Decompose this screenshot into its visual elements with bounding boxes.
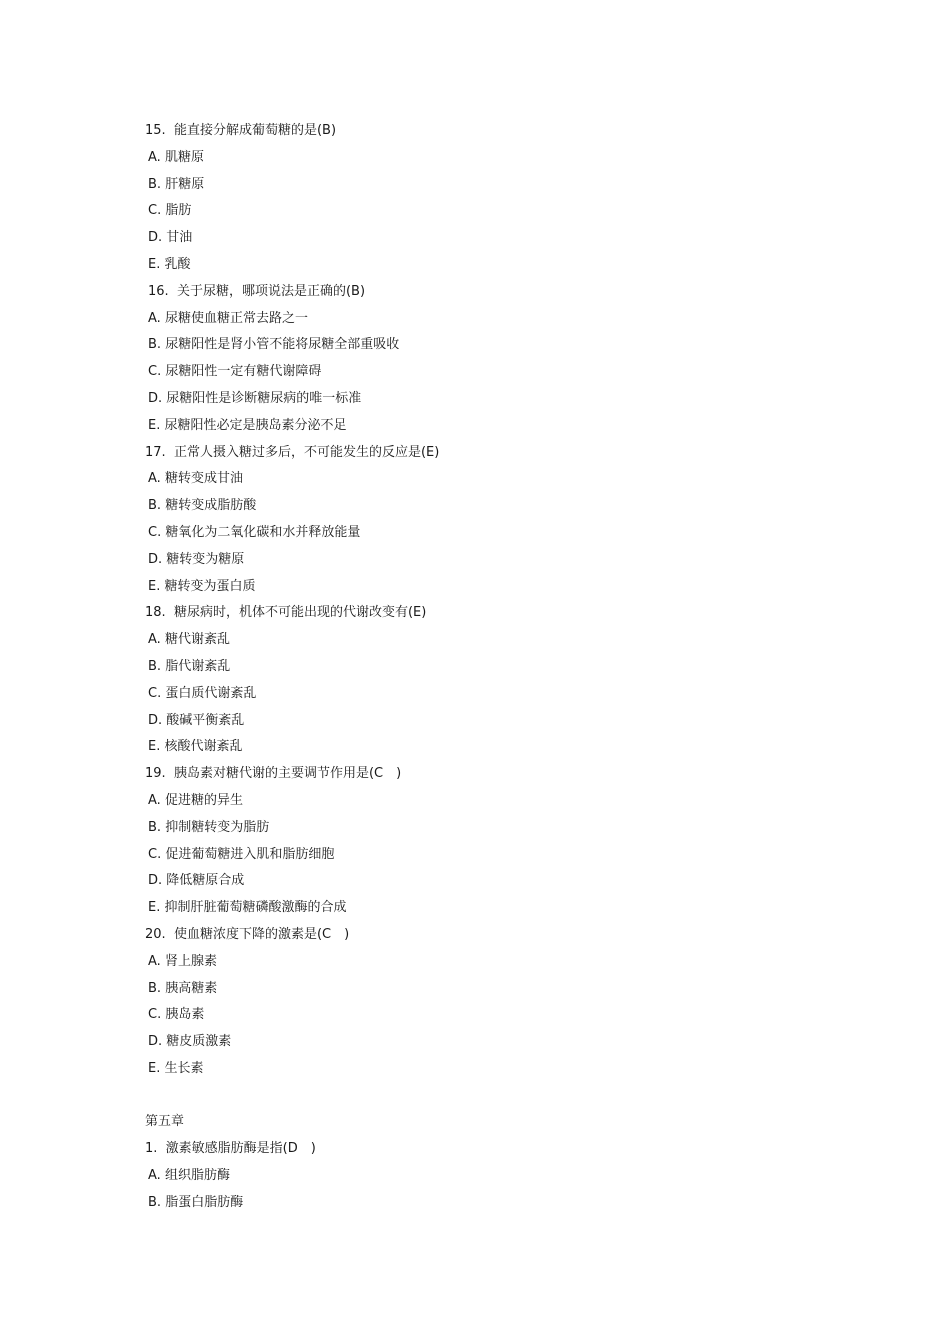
chapter-heading: 第五章 [145,1114,185,1130]
option-text: 尿糖使血糖正常去路之一 [164,310,308,326]
option-text: 脂代谢紊乱 [165,658,231,674]
option [145,493,845,520]
option-text: 糖代谢紊乱 [164,632,230,648]
option [145,949,845,976]
option-text: 酸碱平衡紊乱 [166,712,245,728]
option-label: E. [148,900,161,916]
option-text: 促进糖的异生 [164,792,243,808]
question-15 [145,118,845,145]
option-text: 核酸代谢紊乱 [164,739,243,755]
option-label: C. [148,1007,162,1023]
option [145,627,845,654]
option-label: D. [148,230,163,246]
option [145,734,845,761]
option [145,574,845,601]
question-number: 1. [145,1141,158,1157]
option-text: 蛋白质代谢紊乱 [165,685,257,701]
option [145,1056,845,1083]
option [145,1190,845,1217]
question-text: 使血糖浓度下降的激素是(C ) [173,926,350,942]
question-number: 15. [145,123,166,138]
option-text: 抑制糖转变为脂肪 [165,819,270,835]
option [145,708,845,735]
question-number: 17. [145,444,166,460]
option-label: D. [148,390,163,406]
option-label: D. [148,551,163,567]
option-label: A. [148,1168,161,1184]
option-text: 糖转变成甘油 [164,471,243,487]
question-17 [145,440,845,467]
option-text: 胰高糖素 [165,980,218,996]
question-19 [145,761,845,788]
option [145,976,845,1003]
option-label: E. [148,578,161,594]
option-label: B. [148,1194,162,1210]
question-text: 能直接分解成葡萄糖的是(B) [173,123,337,138]
option [145,895,845,922]
option-label: C. [148,846,162,862]
option [145,332,845,359]
option-label: C. [148,203,162,219]
option-text: 脂肪 [165,203,192,219]
option [145,547,845,574]
option-label: B. [148,337,162,353]
option [145,842,845,869]
option [145,306,845,333]
option-text: 肌糖原 [164,149,204,165]
option [145,466,845,493]
question-text: 糖尿病时，机体不可能出现的代谢改变有(E) [173,605,427,621]
option-text: 糖转变为蛋白质 [164,578,256,594]
option-label: E. [148,739,161,755]
option-label: D. [148,873,163,889]
option-text: 肝糖原 [165,176,205,192]
option-label: B. [148,658,162,674]
option [145,815,845,842]
option [145,386,845,413]
option [145,520,845,547]
option [145,1163,845,1190]
option-label: A. [148,149,161,165]
option [145,681,845,708]
option-label: B. [148,176,162,192]
question-1 [145,1136,845,1163]
option-text: 脂蛋白脂肪酶 [165,1194,244,1210]
option-label: A. [148,792,161,808]
option-label: D. [148,1034,163,1050]
option [145,788,845,815]
option-text: 组织脂肪酶 [164,1168,230,1184]
option-text: 肾上腺素 [164,953,217,969]
option-text: 促进葡萄糖进入肌和脂肪细胞 [165,846,335,862]
option [145,413,845,440]
option-label: E. [148,256,161,272]
option-text: 糖转变成脂肪酸 [165,498,257,514]
question-number: 20. [145,926,166,942]
option [145,145,845,172]
option-text: 尿糖阳性一定有糖代谢障碍 [165,364,322,380]
option [145,359,845,386]
question-16 [145,279,845,306]
option-text: 胰岛素 [165,1007,205,1023]
question-text: 激素敏感脂肪酶是指(D ) [165,1141,316,1157]
option [145,225,845,252]
option-label: E. [148,417,161,433]
option [145,1002,845,1029]
option [145,1029,845,1056]
option [145,868,845,895]
question-text: 胰岛素对糖代谢的主要调节作用是(C ) [173,766,402,782]
option-text: 甘油 [166,230,193,246]
blank-line [145,1083,845,1110]
option [145,198,845,225]
option-text: 生长素 [164,1060,204,1076]
option [145,172,845,199]
option-label: A. [148,471,161,487]
option-label: B. [148,819,162,835]
option-text: 抑制肝脏葡萄糖磷酸激酶的合成 [164,900,347,916]
option-label: B. [148,980,162,996]
option-text: 尿糖阳性是肾小管不能将尿糖全部重吸收 [165,337,400,353]
question-20 [145,922,845,949]
option-label: A. [148,953,161,969]
question-number: 18. [145,605,166,621]
question-text: 关于尿糖，哪项说法是正确的(B) [176,283,366,299]
question-number: 16. [148,283,169,299]
option-label: C. [148,524,162,540]
option-label: B. [148,498,162,514]
question-text: 正常人摄入糖过多后，不可能发生的反应是(E) [173,444,440,460]
option-label: D. [148,712,163,728]
option-text: 糖转变为糖原 [166,551,245,567]
option-label: E. [148,1060,161,1076]
option-text: 尿糖阳性是诊断糖尿病的唯一标准 [166,390,362,406]
option [145,252,845,279]
option-text: 降低糖原合成 [166,873,245,889]
option-label: C. [148,364,162,380]
question-18 [145,600,845,627]
option-text: 乳酸 [164,256,191,272]
option-label: C. [148,685,162,701]
option [145,654,845,681]
option-text: 糖皮质激素 [166,1034,232,1050]
option-text: 尿糖阳性必定是胰岛素分泌不足 [164,417,347,433]
option-label: A. [148,632,161,648]
option-text: 糖氧化为二氧化碳和水并释放能量 [165,524,361,540]
document-content [145,118,845,1217]
question-number: 19. [145,766,166,782]
option-label: A. [148,310,161,326]
